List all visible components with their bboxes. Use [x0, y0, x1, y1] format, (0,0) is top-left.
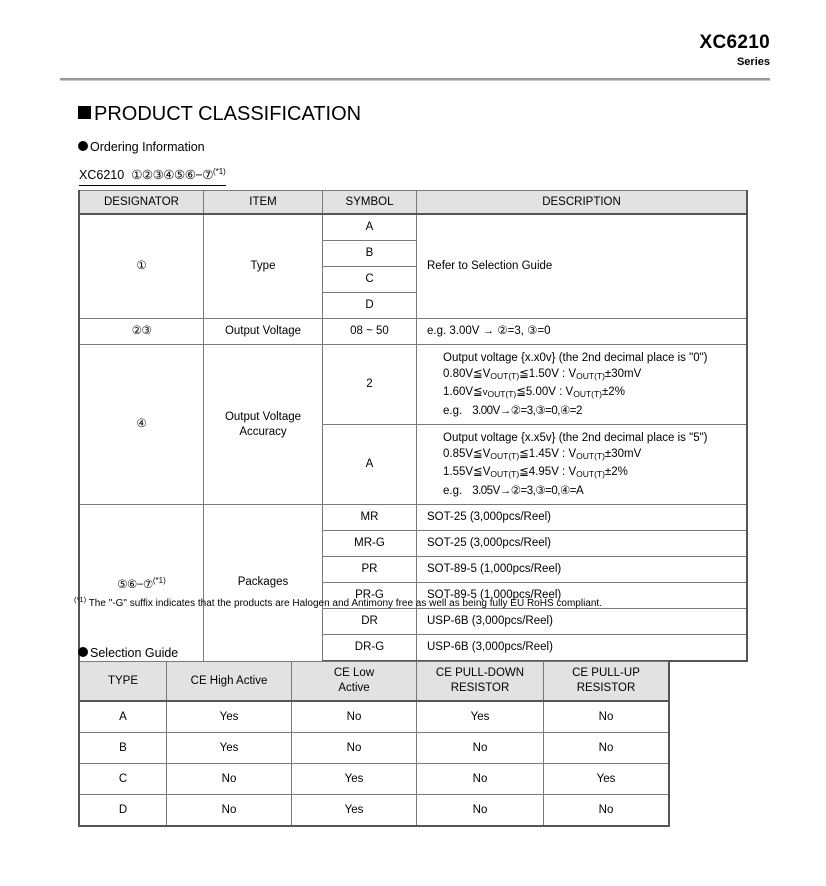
cell-description-package-4: USP-6B (3,000pcs/Reel) [417, 609, 748, 635]
accuracy-2-line2-v2: V [568, 368, 577, 380]
cell-designator-packages [79, 505, 204, 662]
table-row [79, 345, 747, 425]
cell-ce-high-active-2: No [167, 764, 292, 795]
accuracy-a-line3-v1: V [482, 466, 491, 478]
accuracy-2-line2-low: 0.80V≦ [443, 368, 483, 380]
accuracy-a-line3-v2: V [568, 466, 577, 478]
cell-designator-output-voltage: ②③ [79, 319, 204, 345]
cell-type-0: A [79, 701, 167, 733]
cell-designator-packages-text: ⑤⑥−⑦ [117, 578, 153, 591]
cell-pull-up-2: Yes [544, 764, 670, 795]
cell-pull-up-1: No [544, 733, 670, 764]
table-header-row [79, 191, 747, 215]
accuracy-a-example-label: e.g. [443, 485, 463, 497]
cell-description-output-voltage: e.g. 3.00V → ②=3, ③=0 [417, 319, 748, 345]
cell-ce-low-active-3: Yes [292, 795, 417, 827]
cell-symbol-package-4: DR [323, 609, 417, 635]
accuracy-2-line3-v1sub: OUT(T) [487, 389, 517, 399]
cell-type-2: C [79, 764, 167, 795]
column-header-pull-down-line2: RESISTOR [450, 682, 510, 694]
page-title [78, 102, 361, 126]
table-row [79, 795, 669, 827]
accuracy-2-line1: Output voltage {x.x0v} (the 2nd decimal place is "0") [443, 352, 708, 364]
selection-guide-table [78, 661, 670, 827]
cell-description-package-0: SOT-25 (3,000pcs/Reel) [417, 505, 748, 531]
column-header-ce-high-active [167, 662, 292, 702]
cell-pull-down-0: Yes [417, 701, 544, 733]
cell-item-type: Type [204, 214, 323, 319]
cell-ce-low-active-0: No [292, 701, 417, 733]
ordering-code-prefix: XC6210 [79, 168, 125, 182]
accuracy-2-line3-v2sub: OUT(T) [573, 389, 602, 399]
accuracy-a-example-text: 3.05V→②=3,③=0,④=A [472, 485, 584, 497]
table-row [79, 319, 747, 345]
cell-symbol-package-0: MR [323, 505, 417, 531]
column-header-ce-high-active-line1: CE High Active [190, 674, 268, 687]
cell-description-accuracy-2 [417, 345, 748, 425]
document-model-title: XC6210 [699, 32, 770, 53]
accuracy-a-line2-tol: ±30mV [604, 448, 642, 460]
accuracy-2-line3-v1: v [482, 387, 488, 398]
cell-ce-high-active-0: Yes [167, 701, 292, 733]
page-header [60, 32, 770, 69]
table-row [79, 733, 669, 764]
cell-designator-type: ① [79, 214, 204, 319]
cell-symbol-output-voltage: 08 ~ 50 [323, 319, 417, 345]
cell-description-accuracy-a [417, 425, 748, 505]
column-header-ce-low-active [292, 662, 417, 702]
cell-item-packages: Packages [204, 505, 323, 662]
cell-ce-high-active-1: Yes [167, 733, 292, 764]
accuracy-a-line2-mid: ≦1.45V : [519, 448, 569, 460]
column-header-designator: DESIGNATOR [79, 191, 204, 215]
accuracy-2-line3-v2: V [565, 386, 574, 398]
cell-type-3: D [79, 795, 167, 827]
cell-symbol-package-5: DR-G [323, 635, 417, 662]
accuracy-2-line3-low: 1.60V≦ [443, 386, 483, 398]
ordering-code-footnote-mark: (*1) [212, 167, 226, 176]
document-series-label: Series [736, 56, 770, 68]
subsection-selection-guide-label: Selection Guide [90, 646, 179, 660]
accuracy-a-line3-v1sub: OUT(T) [490, 469, 520, 479]
accuracy-2-line3 [443, 384, 742, 402]
accuracy-a-line2 [443, 446, 742, 464]
column-header-pull-up-line2: RESISTOR [576, 682, 636, 694]
cell-symbol-accuracy-a: A [323, 425, 417, 505]
ordering-information-table [78, 190, 748, 662]
accuracy-a-line2-v1: V [482, 448, 491, 460]
cell-item-accuracy-line1: Output Voltage [224, 410, 302, 423]
accuracy-2-line3-tol: ±2% [602, 386, 625, 398]
column-header-type-line1: TYPE [107, 674, 139, 687]
accuracy-a-line2-v1sub: OUT(T) [490, 451, 520, 461]
cell-description-package-1: SOT-25 (3,000pcs/Reel) [417, 531, 748, 557]
accuracy-a-line2-v2sub: OUT(T) [576, 451, 605, 461]
accuracy-2-line2-mid: ≦1.50V : [519, 368, 569, 380]
cell-item-accuracy [204, 345, 323, 505]
cell-pull-down-1: No [417, 733, 544, 764]
cell-item-accuracy-line2: Accuracy [239, 425, 287, 438]
column-header-pull-down [417, 662, 544, 702]
cell-description-package-2: SOT-89-5 (1,000pcs/Reel) [417, 557, 748, 583]
accuracy-2-example-text: 3.00V→②=3,③=0,④=2 [472, 405, 582, 417]
cell-description-package-3: SOT-89-5 (1,000pcs/Reel) [417, 583, 748, 609]
accuracy-a-line3-mid: ≦4.95V : [519, 466, 569, 478]
cell-symbol-package-1: MR-G [323, 531, 417, 557]
column-header-ce-low-active-line1: CE Low [333, 667, 375, 679]
footnote-mark: (*1) [74, 595, 87, 604]
table-row [79, 214, 747, 241]
subsection-ordering-information-label: Ordering Information [90, 140, 205, 154]
cell-symbol-accuracy-2: 2 [323, 345, 417, 425]
cell-ce-high-active-3: No [167, 795, 292, 827]
table-row [79, 764, 669, 795]
accuracy-a-line2-low: 0.85V≦ [443, 448, 483, 460]
cell-symbol-type-a: A [323, 214, 417, 241]
column-header-type [79, 662, 167, 702]
square-bullet-icon [78, 106, 91, 119]
cell-pull-up-0: No [544, 701, 670, 733]
column-header-pull-up [544, 662, 670, 702]
cell-designator-accuracy: ④ [79, 345, 204, 505]
footnote [74, 593, 602, 611]
column-header-item: ITEM [204, 191, 323, 215]
cell-pull-down-3: No [417, 795, 544, 827]
table-header-row [79, 662, 669, 702]
ordering-code-line [79, 163, 226, 186]
accuracy-a-line3-tol: ±2% [604, 466, 628, 478]
cell-designator-packages-footnote: (*1) [152, 575, 166, 585]
accuracy-2-line2-v2sub: OUT(T) [576, 371, 605, 381]
accuracy-a-line1: Output voltage {x.x5v} (the 2nd decimal place is "5") [443, 432, 708, 444]
cell-ce-low-active-1: No [292, 733, 417, 764]
accuracy-2-line2-v1sub: OUT(T) [490, 371, 520, 381]
cell-symbol-type-c: C [323, 267, 417, 293]
accuracy-a-line2-v2: V [568, 448, 577, 460]
accuracy-2-line2-v1: V [482, 368, 491, 380]
cell-symbol-type-b: B [323, 241, 417, 267]
cell-pull-up-3: No [544, 795, 670, 827]
column-header-description: DESCRIPTION [417, 191, 748, 215]
accuracy-2-example [443, 403, 742, 419]
footnote-text: The "-G" suffix indicates that the products are Halogen and Antimony free as well as being fully EU RoHS compliant. [88, 598, 602, 609]
cell-type-1: B [79, 733, 167, 764]
column-header-symbol: SYMBOL [323, 191, 417, 215]
subsection-ordering-information [78, 139, 205, 155]
column-header-pull-up-line1: CE PULL-UP [572, 667, 640, 679]
subsection-selection-guide [78, 645, 178, 661]
accuracy-2-line2-tol: ±30mV [604, 368, 642, 380]
table-row [79, 505, 747, 531]
cell-symbol-type-d: D [323, 293, 417, 319]
page-title-text: PRODUCT CLASSIFICATION [94, 103, 362, 125]
cell-pull-down-2: No [417, 764, 544, 795]
table-row [79, 701, 669, 733]
round-bullet-icon [78, 141, 88, 151]
ordering-code-digits: ①②③④⑤⑥−⑦ [131, 168, 213, 182]
cell-description-type: Refer to Selection Guide [417, 214, 748, 319]
cell-item-output-voltage: Output Voltage [204, 319, 323, 345]
accuracy-2-line2 [443, 366, 742, 384]
cell-symbol-package-2: PR [323, 557, 417, 583]
column-header-ce-low-active-line2: Active [338, 682, 370, 694]
cell-description-package-5: USP-6B (3,000pcs/Reel) [417, 635, 748, 662]
round-bullet-icon [78, 647, 88, 657]
accuracy-a-line3-low: 1.55V≦ [443, 466, 483, 478]
accuracy-a-line3 [443, 464, 742, 482]
accuracy-2-example-label: e.g. [443, 405, 463, 417]
header-divider-rule [60, 78, 770, 81]
cell-ce-low-active-2: Yes [292, 764, 417, 795]
accuracy-2-line3-mid: ≦5.00V : [516, 386, 566, 398]
accuracy-a-example [443, 483, 742, 499]
column-header-pull-down-line1: CE PULL-DOWN [435, 667, 525, 679]
cell-symbol-package-3: PR-G [323, 583, 417, 609]
accuracy-a-line3-v2sub: OUT(T) [576, 469, 605, 479]
